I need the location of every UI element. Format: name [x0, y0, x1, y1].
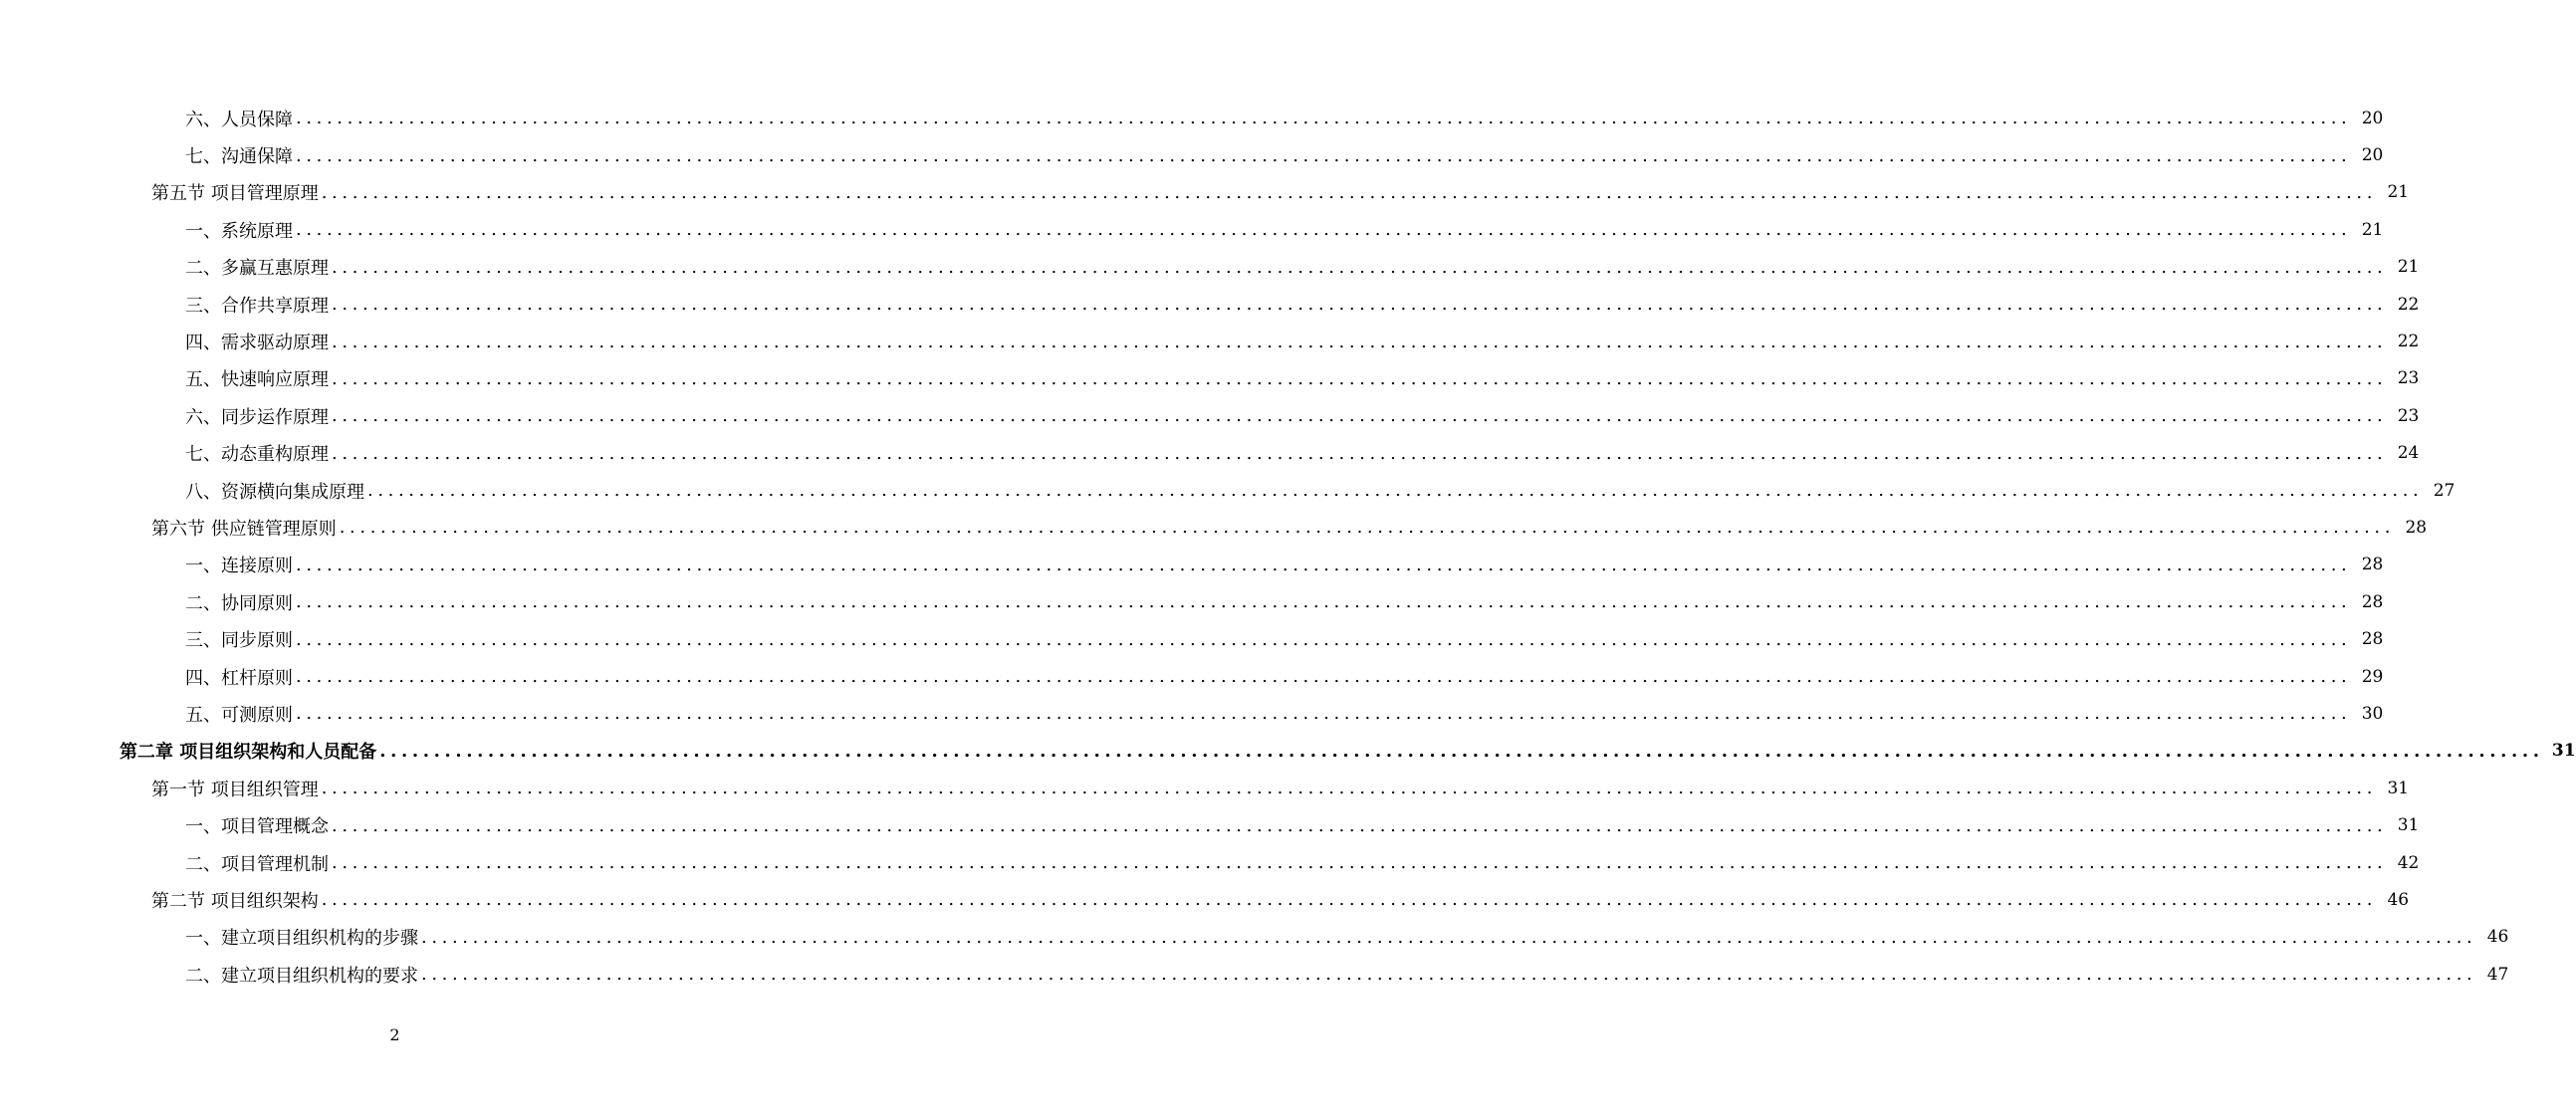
toc-dot-leader: ........................................................................................................................................................................................................ — [332, 442, 2388, 464]
toc-entry[interactable] — [0, 174, 2410, 211]
toc-entry[interactable] — [0, 695, 2384, 732]
toc-entry[interactable] — [0, 435, 2420, 472]
toc-entry-label: 一、系统原理 — [185, 220, 293, 242]
toc-entry-page: 23 — [2397, 368, 2420, 389]
toc-entry-page: 31 — [2397, 815, 2420, 836]
toc-entry-label: 四、杠杆原则 — [185, 667, 293, 689]
toc-entry[interactable] — [0, 806, 2420, 843]
toc-entry[interactable] — [0, 770, 2410, 806]
toc-dot-leader: ........................................................................................................................................................................................................ — [296, 108, 2352, 129]
toc-entry[interactable] — [0, 844, 2420, 881]
toc-dot-leader: ........................................................................................................................................................................................................ — [296, 703, 2352, 725]
toc-entry-page: 28 — [2361, 629, 2384, 650]
toc-dot-leader: ........................................................................................................................................................................................................ — [339, 517, 2396, 539]
toc-entry-label: 一、建立项目组织机构的步骤 — [185, 928, 418, 950]
toc-entry[interactable] — [0, 620, 2384, 657]
toc-entry-label: 第一节 项目组织管理 — [151, 779, 319, 800]
toc-entry[interactable] — [0, 733, 2576, 770]
toc-dot-leader: ........................................................................................................................................................................................................ — [321, 181, 2378, 203]
toc-entry-label: 二、建立项目组织机构的要求 — [185, 965, 418, 987]
toc-entry-label: 二、项目管理机制 — [185, 853, 329, 875]
toc-dot-leader: ........................................................................................................................................................................................................ — [332, 331, 2388, 352]
toc-dot-leader: ........................................................................................................................................................................................................ — [421, 964, 2477, 986]
toc-entry-page: 21 — [2361, 219, 2384, 240]
toc-entry[interactable] — [0, 286, 2420, 323]
toc-dot-leader: ........................................................................................................................................................................................................ — [332, 294, 2388, 316]
toc-entry-page: 31 — [2551, 741, 2576, 762]
toc-entry-page: 22 — [2397, 332, 2420, 352]
toc-entry[interactable] — [0, 472, 2456, 509]
toc-entry-page: 47 — [2486, 964, 2509, 985]
toc-entry[interactable] — [0, 547, 2384, 583]
toc-entry-page: 27 — [2433, 480, 2456, 501]
toc-entry-page: 29 — [2361, 666, 2384, 687]
toc-entry-label: 六、人员保障 — [185, 109, 293, 130]
toc-entry-page: 28 — [2405, 517, 2428, 538]
toc-entry-label: 七、沟通保障 — [185, 146, 293, 168]
toc-entry[interactable] — [0, 323, 2420, 359]
toc-entry[interactable] — [0, 881, 2410, 918]
toc-dot-leader: ........................................................................................................................................................................................................ — [296, 666, 2352, 688]
toc-dot-leader: ........................................................................................................................................................................................................ — [296, 591, 2352, 613]
toc-entry[interactable] — [0, 956, 2509, 993]
toc-dot-leader: ........................................................................................................................................................................................................ — [321, 889, 2378, 911]
toc-entry-label: 五、快速响应原理 — [185, 369, 329, 391]
toc-entry-page: 22 — [2397, 294, 2420, 315]
toc-entry-page: 46 — [2486, 927, 2509, 948]
toc-dot-leader: ........................................................................................................................................................................................................ — [296, 628, 2352, 650]
toc-entry[interactable] — [0, 100, 2384, 136]
toc-entry[interactable] — [0, 583, 2384, 620]
table-of-contents — [0, 100, 2576, 993]
toc-entry-label: 二、多赢互惠原理 — [185, 258, 329, 280]
toc-entry-page: 20 — [2361, 145, 2384, 166]
toc-dot-leader: ........................................................................................................................................................................................................ — [332, 256, 2388, 278]
toc-entry[interactable] — [0, 249, 2420, 286]
toc-dot-leader: ........................................................................................................................................................................................................ — [296, 219, 2352, 241]
toc-dot-leader: ........................................................................................................................................................................................................ — [296, 554, 2352, 575]
toc-entry-page: 28 — [2361, 591, 2384, 612]
toc-entry-label: 六、同步运作原理 — [185, 406, 329, 428]
toc-entry[interactable] — [0, 509, 2428, 546]
toc-entry-page: 23 — [2397, 405, 2420, 426]
toc-dot-leader: ........................................................................................................................................................................................................ — [379, 740, 2544, 762]
toc-entry[interactable] — [0, 360, 2420, 397]
toc-entry-label: 四、需求驱动原理 — [185, 333, 329, 354]
toc-entry-label: 二、协同原则 — [185, 592, 293, 614]
toc-entry-label: 三、合作共享原理 — [185, 295, 329, 317]
toc-entry[interactable] — [0, 658, 2384, 695]
toc-dot-leader: ........................................................................................................................................................................................................ — [332, 405, 2388, 427]
toc-entry-page: 20 — [2361, 108, 2384, 128]
toc-dot-leader: ........................................................................................................................................................................................................ — [296, 144, 2352, 166]
toc-entry-page: 21 — [2397, 257, 2420, 278]
toc-entry-page: 46 — [2387, 889, 2410, 910]
toc-entry-page: 21 — [2387, 182, 2410, 203]
toc-entry[interactable] — [0, 919, 2509, 956]
toc-dot-leader: ........................................................................................................................................................................................................ — [332, 367, 2388, 389]
toc-entry-label: 第六节 供应链管理原则 — [151, 518, 337, 540]
toc-entry-label: 第五节 项目管理原理 — [151, 183, 319, 205]
toc-entry-label: 五、可测原则 — [185, 704, 293, 726]
toc-entry-page: 30 — [2361, 703, 2384, 724]
toc-dot-leader: ........................................................................................................................................................................................................ — [321, 778, 2378, 799]
toc-entry-page: 31 — [2387, 778, 2410, 798]
toc-entry-label: 一、项目管理概念 — [185, 816, 329, 838]
toc-entry[interactable] — [0, 211, 2384, 248]
toc-entry-page: 42 — [2397, 852, 2420, 873]
toc-dot-leader: ........................................................................................................................................................................................................ — [332, 852, 2388, 873]
toc-entry-label: 八、资源横向集成原理 — [185, 481, 364, 503]
toc-entry-page: 24 — [2397, 443, 2420, 464]
page-number: 2 — [389, 1025, 400, 1044]
toc-dot-leader: ........................................................................................................................................................................................................ — [367, 480, 2424, 502]
toc-entry[interactable] — [0, 397, 2420, 434]
toc-entry[interactable] — [0, 136, 2384, 173]
toc-entry-label: 三、同步原则 — [185, 630, 293, 652]
toc-entry-page: 28 — [2361, 555, 2384, 575]
toc-dot-leader: ........................................................................................................................................................................................................ — [332, 814, 2388, 836]
toc-entry-label: 七、动态重构原理 — [185, 444, 329, 466]
toc-dot-leader: ........................................................................................................................................................................................................ — [421, 926, 2477, 948]
toc-entry-label: 第二章 项目组织架构和人员配备 — [119, 742, 377, 764]
toc-entry-label: 一、连接原则 — [185, 556, 293, 577]
toc-entry-label: 第二节 项目组织架构 — [151, 890, 319, 912]
